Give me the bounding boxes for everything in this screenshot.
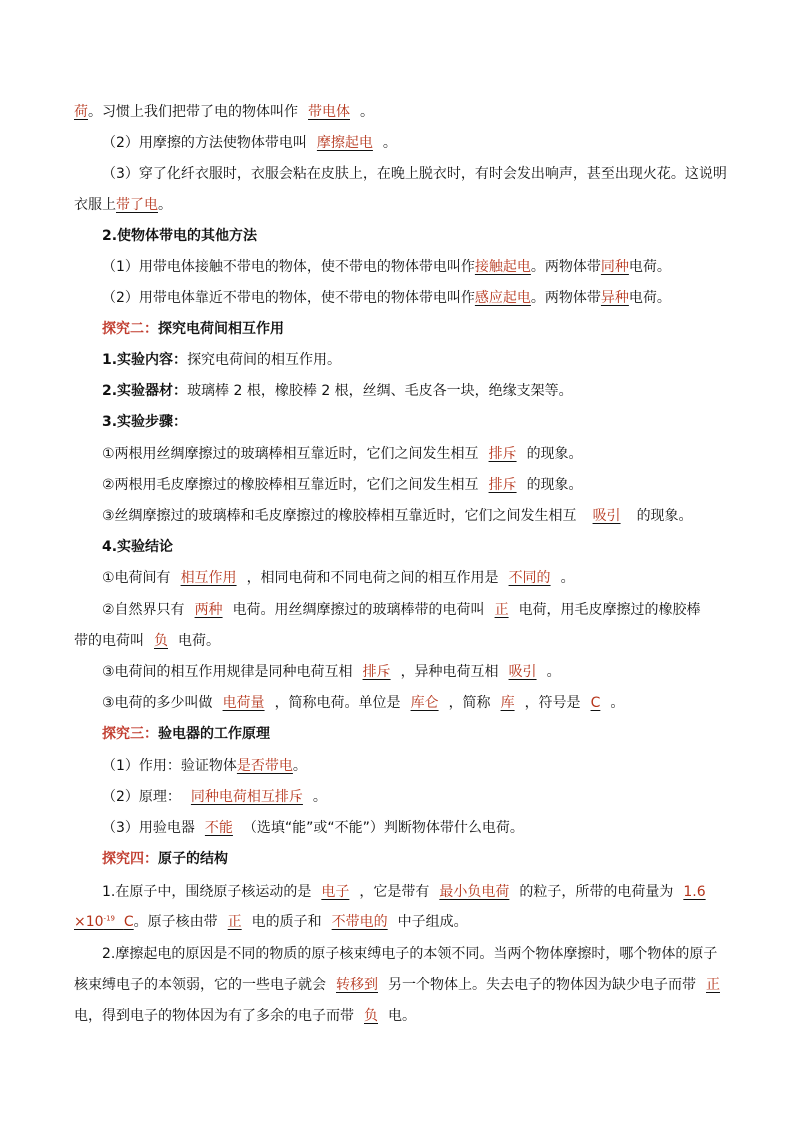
answer: 不能 xyxy=(204,820,233,836)
answer: 不同的 xyxy=(508,570,551,586)
answer: 感应起电 xyxy=(474,290,531,306)
answer: 电子 xyxy=(321,884,350,900)
text-line: 1.实验内容：探究电荷间的相互作用。 xyxy=(102,352,342,368)
text-line: ①两根用丝绸摩擦过的玻璃棒相互靠近时，它们之间发生相互 排斥 的现象。 xyxy=(102,446,583,462)
answer: $\times 10^{-19}$ C xyxy=(74,914,134,930)
text-line: 2.实验器材：玻璃棒 2 根，橡胶棒 2 根，丝绸、毛皮各一块，绝缘支架等。 xyxy=(102,383,573,399)
text-line: ①电荷间有 相互作用 ，相同电荷和不同电荷之间的相互作用是 不同的 。 xyxy=(102,570,575,586)
answer: 是否带电 xyxy=(236,758,293,774)
answer: 排斥 xyxy=(362,664,391,680)
answer: 不带电的 xyxy=(331,914,388,930)
answer: 库仑 xyxy=(410,695,439,711)
answer: 荷 xyxy=(74,104,88,120)
text-line: 2.摩擦起电的原因是不同的物质的原子核束缚电子的本领不同。当两个物体摩擦时，哪个物体的原子 xyxy=(102,946,718,962)
answer: 负 xyxy=(154,633,168,649)
answer: 同种电荷相互排斥 xyxy=(190,789,303,805)
answer: 排斥 xyxy=(488,477,517,493)
answer: 库 xyxy=(500,695,515,711)
text-line: 衣服上带了电。 xyxy=(74,197,172,213)
answer: 电荷量 xyxy=(222,695,265,711)
section-heading: 探究三：验电器的工作原理 xyxy=(102,726,270,742)
answer: C xyxy=(590,695,601,711)
answer: 异种 xyxy=(600,290,629,306)
text-line: （2）原理： 同种电荷相互排斥 。 xyxy=(102,789,327,805)
text-line: ③电荷间的相互作用规律是同种电荷互相 排斥 ，异种电荷互相 吸引 。 xyxy=(102,664,561,680)
text-line: ③丝绸摩擦过的玻璃棒和毛皮摩擦过的橡胶棒相互靠近时，它们之间发生相互 吸引 的现象。 xyxy=(102,508,693,524)
answer: 吸引 xyxy=(592,508,621,524)
answer: 负 xyxy=(364,1008,378,1024)
text-line: （2）用带电体靠近不带电的物体，使不带电的物体带电叫作感应起电。两物体带异种电荷。 xyxy=(102,290,671,306)
answer: 吸引 xyxy=(508,664,537,680)
section-heading: 探究二：探究电荷间相互作用 xyxy=(102,321,284,337)
answer: 带电体 xyxy=(308,104,350,120)
answer: 接触起电 xyxy=(474,259,531,275)
text-line: ③电荷的多少叫做 电荷量 ，简称电荷。单位是 库仑 ，简称 库 ，符号是 C 。 xyxy=(102,695,625,711)
text-line: （2）用摩擦的方法使物体带电叫 摩擦起电 。 xyxy=(102,135,397,151)
answer: 1.6 xyxy=(683,884,706,900)
section-heading: 探究四：原子的结构 xyxy=(102,851,228,867)
answer: 相互作用 xyxy=(180,570,237,586)
section-tag: 探究二： xyxy=(102,321,158,337)
text-line: 带的电荷叫 负 电荷。 xyxy=(74,633,220,649)
text-line: 荷。习惯上我们把带了电的物体叫作 带电体 。 xyxy=(74,104,374,120)
answer: 摩擦起电 xyxy=(316,135,373,151)
answer: 带了电 xyxy=(116,197,158,213)
text-line: $\times 10^{-19}$ C。原子核由带 正 电的质子和 不带电的 中子组成。 xyxy=(74,914,468,930)
answer: 正 xyxy=(494,602,509,618)
subheading: 3.实验步骤： xyxy=(102,414,188,430)
text-line: 核束缚电子的本领弱，它的一些电子就会 转移到 另一个物体上。失去电子的物体因为缺少电子而带 正 xyxy=(74,975,723,995)
answer: 同种 xyxy=(600,259,629,275)
answer: 正 xyxy=(706,977,720,993)
text-line: （3）穿了化纤衣服时，衣服会粘在皮肤上，在晚上脱衣时，有时会发出响声，甚至出现火花。这说明 xyxy=(102,166,727,182)
answer: 排斥 xyxy=(488,446,517,462)
answer: 两种 xyxy=(194,602,223,618)
subheading: 2.使物体带电的其他方法 xyxy=(102,228,258,244)
text-line: （3）用验电器 不能 （选填“能”或“不能”）判断物体带什么电荷。 xyxy=(102,820,524,836)
answer: 正 xyxy=(227,914,242,930)
text-line: 1.在原子中，围绕原子核运动的是 电子 ，它是带有 最小负电荷 的粒子，所带的电荷量为 1.6 xyxy=(102,882,723,902)
section-tag: 探究四： xyxy=(102,851,158,867)
subheading: 4.实验结论 xyxy=(102,539,174,555)
text-line: （1）用带电体接触不带电的物体，使不带电的物体带电叫作接触起电。两物体带同种电荷。 xyxy=(102,259,671,275)
section-tag: 探究三： xyxy=(102,726,158,742)
answer: 最小负电荷 xyxy=(439,884,510,900)
text-line: 电，得到电子的物体因为有了多余的电子而带 负 电。 xyxy=(74,1008,416,1024)
text-line: ②两根用毛皮摩擦过的橡胶棒相互靠近时，它们之间发生相互 排斥 的现象。 xyxy=(102,477,583,493)
answer: 转移到 xyxy=(336,977,378,993)
text-line: （1）作用：验证物体是否带电。 xyxy=(102,758,307,774)
text-line: ②自然界只有 两种 电荷。用丝绸摩擦过的玻璃棒带的电荷叫 正 电荷，用毛皮摩擦过的橡胶棒 xyxy=(102,602,701,618)
